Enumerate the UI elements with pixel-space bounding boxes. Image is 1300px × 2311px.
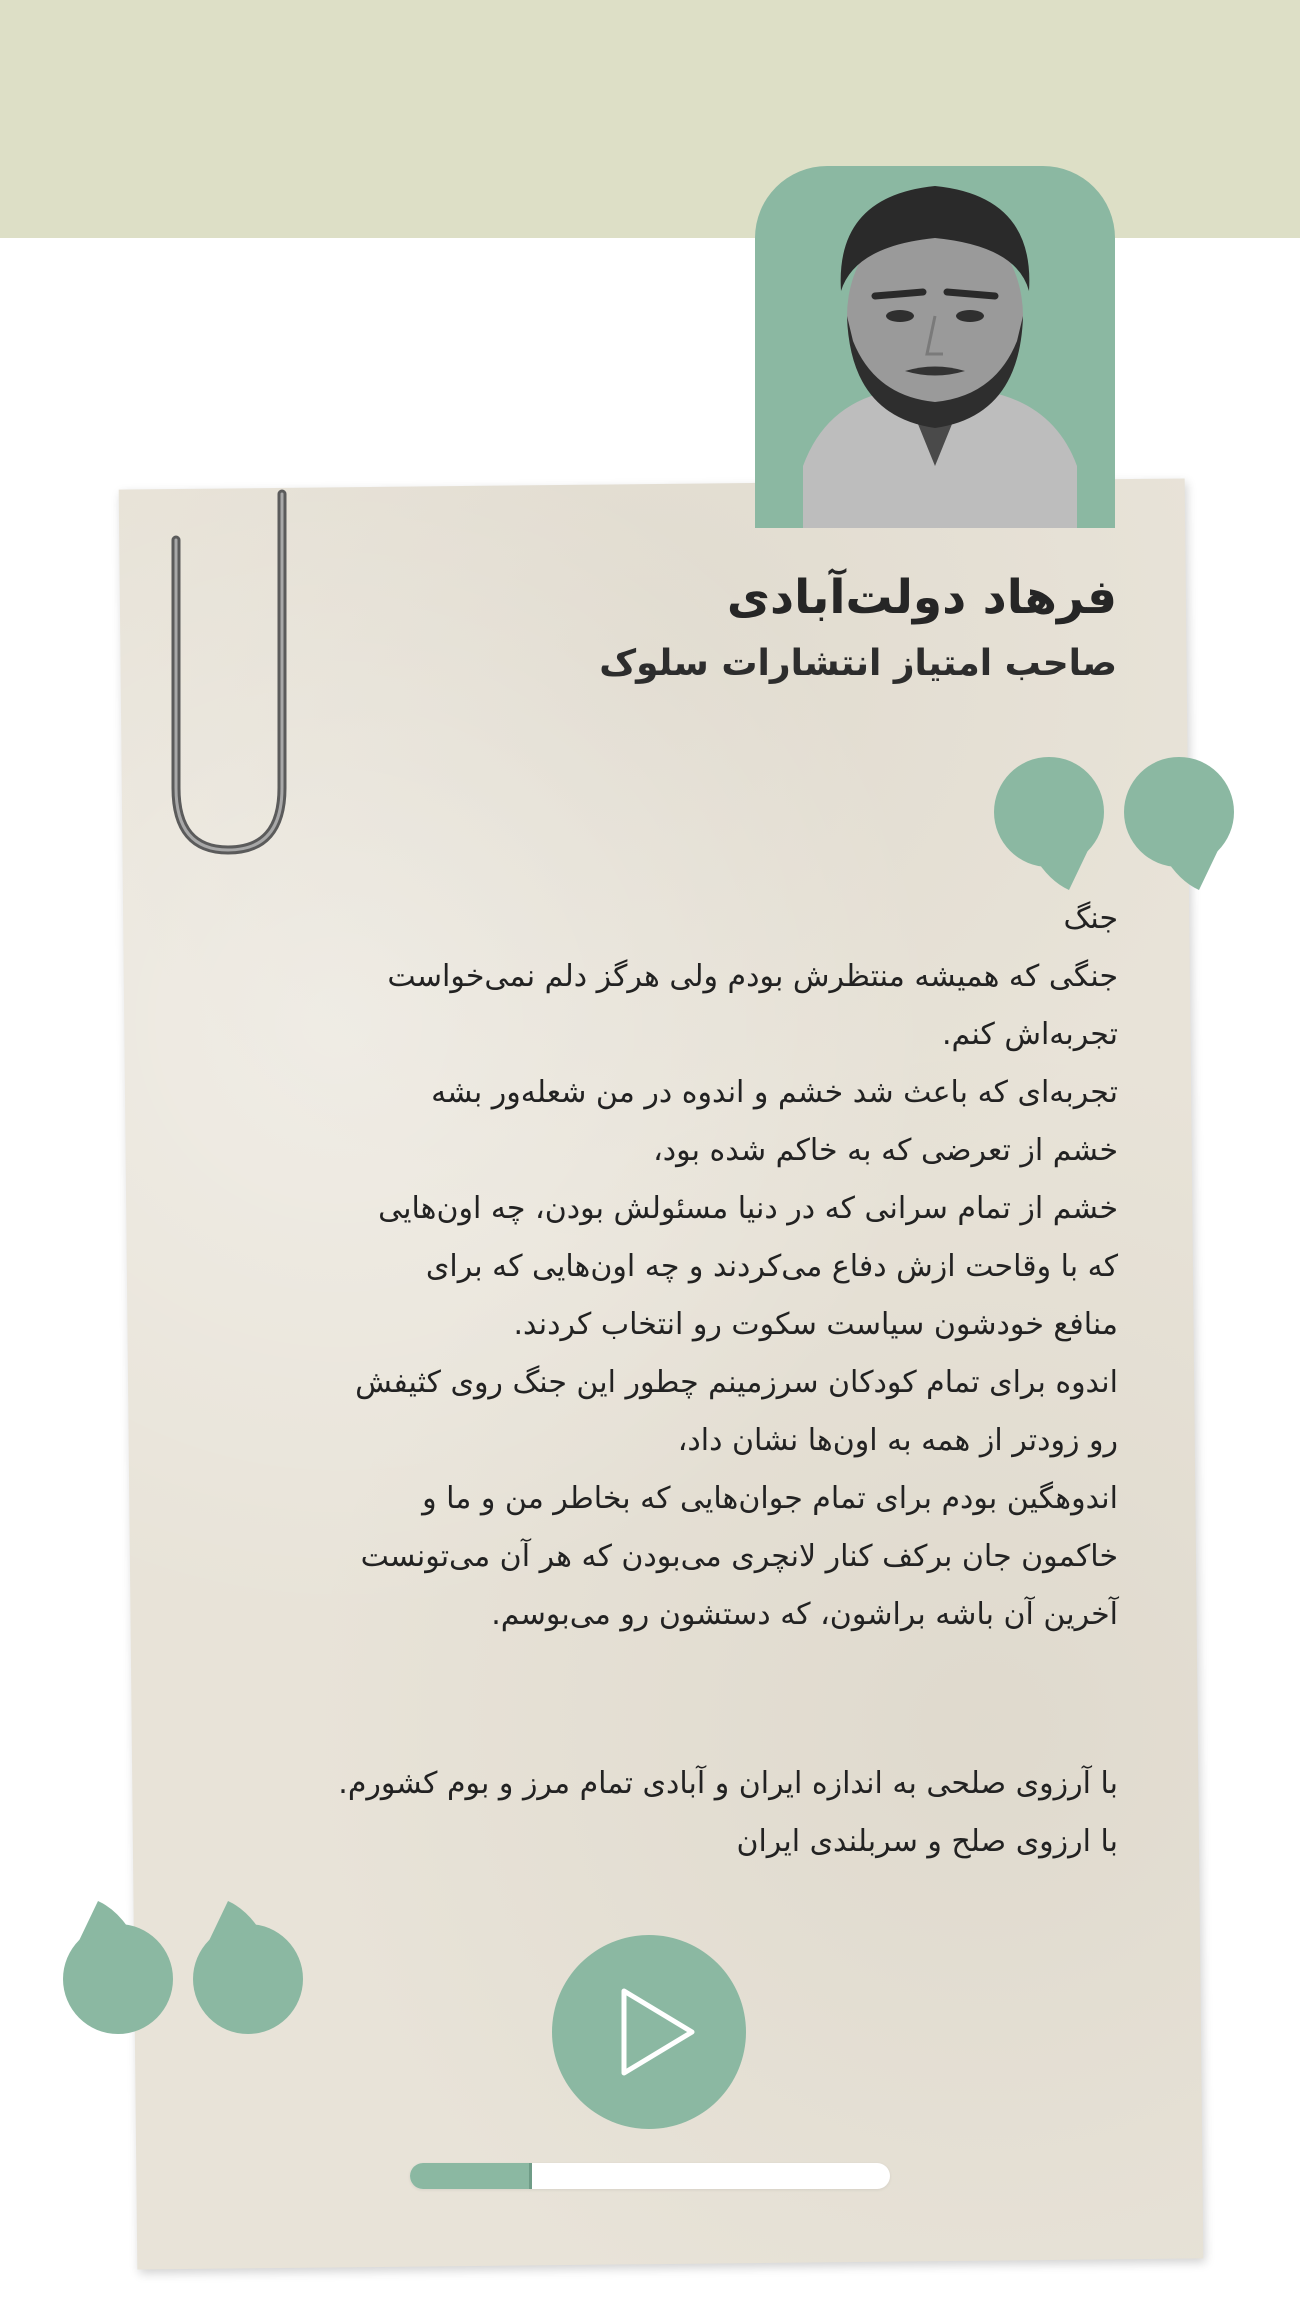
quote-line: جنگی که همیشه منتظرش بودم ولی هرگز دلم نمی‌خواست xyxy=(387,959,1118,994)
quote-line: جنگ xyxy=(1063,901,1118,936)
quote-line: رو زودتر از همه به اون‌ها نشان داد، xyxy=(677,1423,1118,1458)
wish-line: با آرزوی صلحی به اندازه ایران و آبادی تمام مرز و بوم کشورم. xyxy=(338,1766,1118,1801)
audio-progress-bar[interactable] xyxy=(410,2163,890,2189)
play-icon xyxy=(552,1935,746,2129)
quote-line: اندوه برای تمام کودکان سرزمینم چطور این جنگ روی کثیفش xyxy=(355,1365,1118,1400)
quote-open-icon xyxy=(994,756,1239,890)
progress-fill xyxy=(410,2163,530,2189)
quote-line: خشم از تمام سرانی که در دنیا مسئولش بودن، چه اون‌هایی xyxy=(378,1191,1118,1226)
wish-line: با ارزوی صلح و سربلندی ایران xyxy=(736,1824,1118,1859)
quote-line: تجربه‌ای که باعث شد خشم و اندوه در من شعله‌ور بشه xyxy=(431,1075,1118,1110)
quote-line: اندوهگین بودم برای تمام جوان‌هایی که بخاطر من و ما و xyxy=(422,1481,1118,1516)
quote-line: منافع خودشون سیاست سکوت رو انتخاب کردند. xyxy=(513,1307,1118,1342)
quote-line: خاکمون جان برکف کنار لانچری می‌بودن که هر آن می‌تونست xyxy=(360,1539,1118,1574)
quote-line: آخرین آن باشه براشون، که دستشون رو می‌بوسم. xyxy=(491,1597,1118,1632)
author-role: صاحب امتیاز انتشارات سلوک xyxy=(599,643,1117,684)
quote-wishes xyxy=(178,1755,1118,1871)
quote-body xyxy=(178,890,1118,1644)
quote-line: تجربه‌اش کنم. xyxy=(941,1017,1118,1052)
quote-close-icon xyxy=(58,1901,303,2035)
author-name: فرهاد دولت‌آبادی xyxy=(726,570,1117,625)
portrait-photo xyxy=(755,166,1115,528)
play-button[interactable] xyxy=(552,1935,746,2129)
quote-line: خشم از تعرضی که به خاکم شده بود، xyxy=(653,1133,1118,1168)
quote-line: که با وقاحت ازش دفاع می‌کردند و چه اون‌هایی که برای xyxy=(425,1249,1118,1284)
progress-handle[interactable] xyxy=(529,2163,532,2189)
paperclip-icon xyxy=(160,488,300,868)
